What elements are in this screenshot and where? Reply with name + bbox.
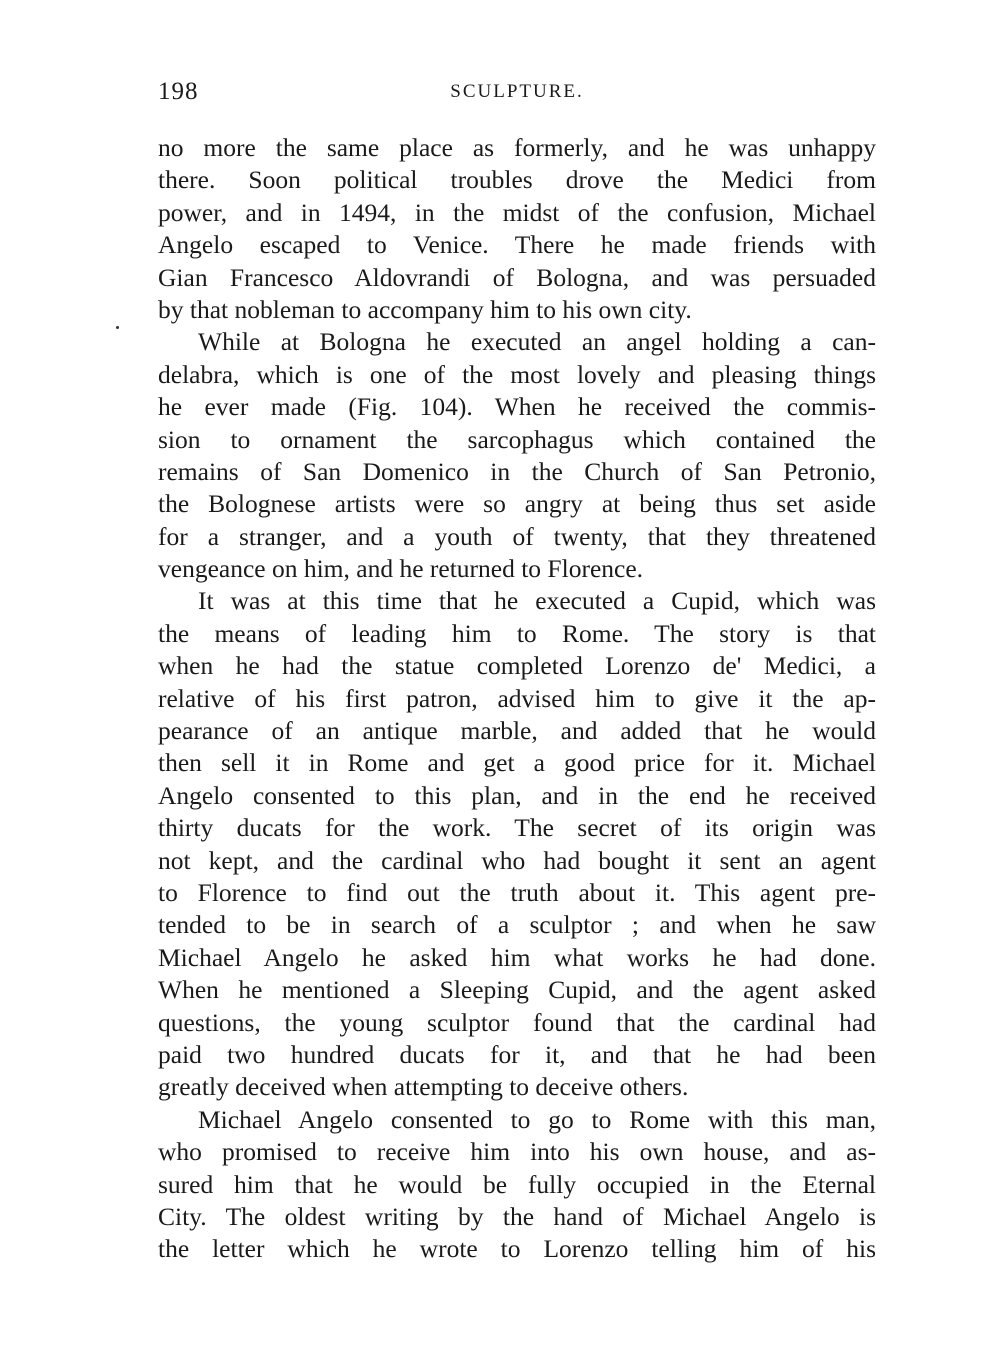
- text-line: the Bolognese artists were so angry at being thus set aside: [158, 489, 876, 519]
- text-line: Angelo consented to this plan, and in the end he received: [158, 780, 876, 810]
- text-line: not kept, and the cardinal who had bought it sent an agent: [158, 845, 876, 875]
- text-line: vengeance on him, and he returned to Florence.: [158, 554, 644, 584]
- page-number: 198: [158, 78, 199, 105]
- text-line: tended to be in search of a sculptor ; and when he saw: [158, 910, 876, 940]
- text-line: When he mentioned a Sleeping Cupid, and the agent asked: [158, 975, 876, 1005]
- text-line: the means of leading him to Rome. The story is that: [158, 618, 876, 648]
- text-line: paid two hundred ducats for it, and that he had been: [158, 1039, 876, 1069]
- text-line: sured him that he would be fully occupied in the Eternal: [158, 1169, 876, 1199]
- text-line: no more the same place as formerly, and he was unhappy: [158, 133, 876, 162]
- text-line: pearance of an antique marble, and added that he would: [158, 716, 876, 746]
- text-line: thirty ducats for the work. The secret of its origin was: [158, 813, 876, 843]
- paragraph-start-line: While at Bologna he executed an angel holding a can-: [198, 327, 876, 357]
- text-line: sion to ornament the sarcophagus which contained the: [158, 424, 876, 454]
- text-line: there. Soon political troubles drove the Medici from: [158, 165, 876, 195]
- text-line: power, and in 1494, in the midst of the confusion, Michael: [158, 197, 876, 227]
- text-line: he ever made (Fig. 104). When he received the commis-: [158, 392, 876, 422]
- text-line: for a stranger, and a youth of twenty, that they threatened: [158, 521, 876, 551]
- margin-speck: [116, 326, 119, 329]
- text-line: Angelo escaped to Venice. There he made friends with: [158, 230, 876, 260]
- text-line: City. The oldest writing by the hand of Michael Angelo is: [158, 1201, 876, 1231]
- text-line: to Florence to find out the truth about it. This agent pre-: [158, 877, 876, 907]
- text-line: greatly deceived when attempting to deceive others.: [158, 1072, 689, 1102]
- paragraph-start-line: Michael Angelo consented to go to Rome with this man,: [198, 1104, 876, 1134]
- text-line: remains of San Domenico in the Church of San Petronio,: [158, 456, 876, 486]
- text-line: by that nobleman to accompany him to his own city.: [158, 294, 692, 324]
- text-line: delabra, which is one of the most lovely and pleasing things: [158, 359, 876, 389]
- text-line: Michael Angelo he asked him what works he had done.: [158, 942, 876, 972]
- text-line: who promised to receive him into his own house, and as-: [158, 1137, 876, 1167]
- text-line: the letter which he wrote to Lorenzo telling him of his: [158, 1234, 876, 1264]
- body-text: [158, 132, 876, 1266]
- running-title: SCULPTURE.: [450, 81, 584, 102]
- text-line: questions, the young sculptor found that the cardinal had: [158, 1007, 876, 1037]
- paragraph-start-line: It was at this time that he executed a Cupid, which was: [198, 586, 876, 616]
- text-line: when he had the statue completed Lorenzo de' Medici, a: [158, 651, 876, 681]
- running-head: [158, 78, 876, 114]
- text-line: then sell it in Rome and get a good price for it. Michael: [158, 748, 876, 778]
- text-line: Gian Francesco Aldovrandi of Bologna, and was persuaded: [158, 262, 876, 292]
- text-line: relative of his first patron, advised him to give it the ap-: [158, 683, 876, 713]
